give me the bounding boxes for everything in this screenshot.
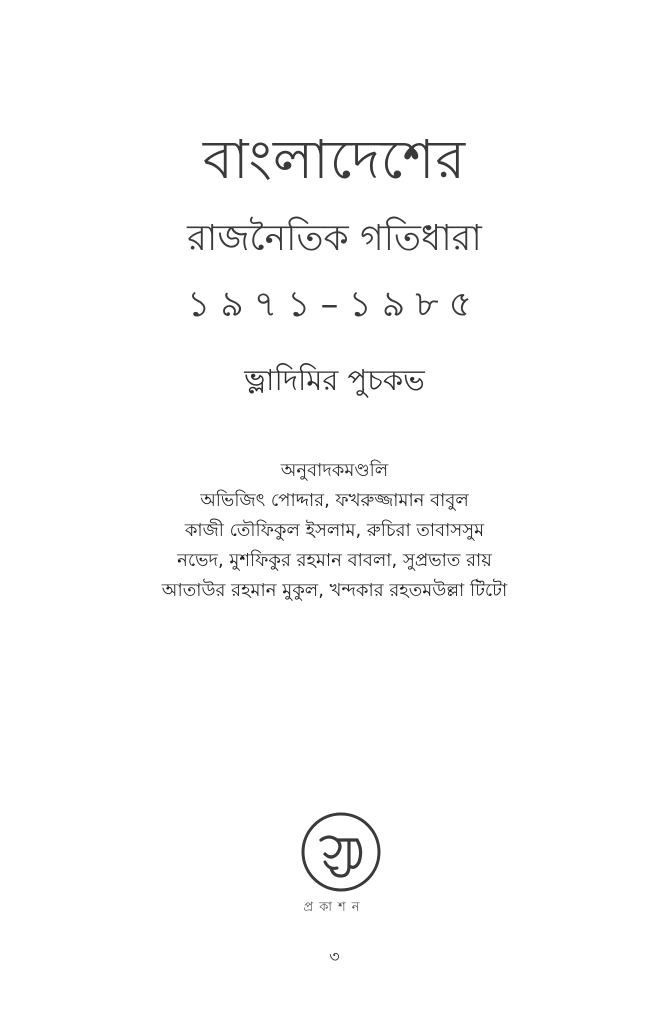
book-title-line-1: বাংলাদেশের <box>202 128 467 191</box>
translators-line: নভেদ, মুশফিকুর রহমান বাবলা, সুপ্রভাত রায় <box>177 550 492 571</box>
translators-heading: অনুবাদকমণ্ডলি <box>280 460 389 481</box>
author-name: ভ্লাদিমির পুচকভ <box>244 363 425 397</box>
translators-line: কাজী তৌফিকুল ইসলাম, রুচিরা তাবাসসুম <box>184 520 485 541</box>
book-title-years: ১৯৭১–১৯৮৫ <box>187 284 482 325</box>
publisher-logo-icon <box>299 810 383 894</box>
page-number: ৩ <box>329 947 340 966</box>
publisher-name: প্রকাশন <box>303 900 366 915</box>
translators-line: অভিজিৎ পোদ্দার, ফখরুজ্জামান বাবুল <box>200 490 469 511</box>
book-title-line-2: রাজনৈতিক গতিধারা <box>187 218 482 259</box>
translators-block <box>0 456 669 606</box>
translators-line: আতাউর রহমান মুকুল, খন্দকার রহতমউল্লা টিটো <box>161 580 508 601</box>
